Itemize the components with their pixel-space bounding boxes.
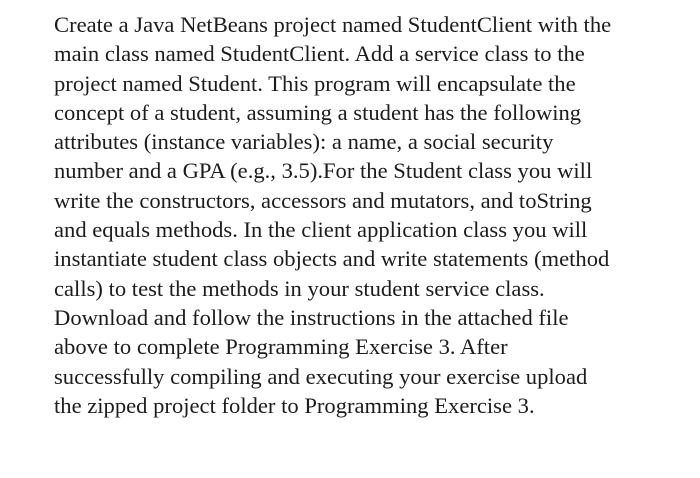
paragraph-line: project named Student. This program will encapsulate the [54,70,576,96]
paragraph-line: successfully compiling and executing your exercise upload [54,363,588,389]
paragraph-line: and equals methods. In the client application class you will [54,217,588,243]
paragraph-line: Create a Java NetBeans project named StudentClient with the [54,12,612,37]
paragraph-line: the zipped project folder to Programming Exercise 3. [54,392,535,418]
paragraph-line: number and a GPA (e.g., 3.5).For the Student class you will [54,158,593,184]
paragraph-line: main class named StudentClient. Add a service class to the [54,41,585,67]
assignment-paragraph [54,10,684,420]
paragraph-line: Download and follow the instructions in the attached file [54,304,569,330]
paragraph-line: above to complete Programming Exercise 3. After [54,334,508,360]
paragraph-line: instantiate student class objects and write statements (method [54,246,610,272]
paragraph-line: attributes (instance variables): a name, a social security [54,129,554,155]
paragraph-line: write the constructors, accessors and mutators, and toString [54,187,592,213]
paragraph-line: concept of a student, assuming a student has the following [54,99,582,125]
paragraph-line: calls) to test the methods in your student service class. [54,275,545,301]
